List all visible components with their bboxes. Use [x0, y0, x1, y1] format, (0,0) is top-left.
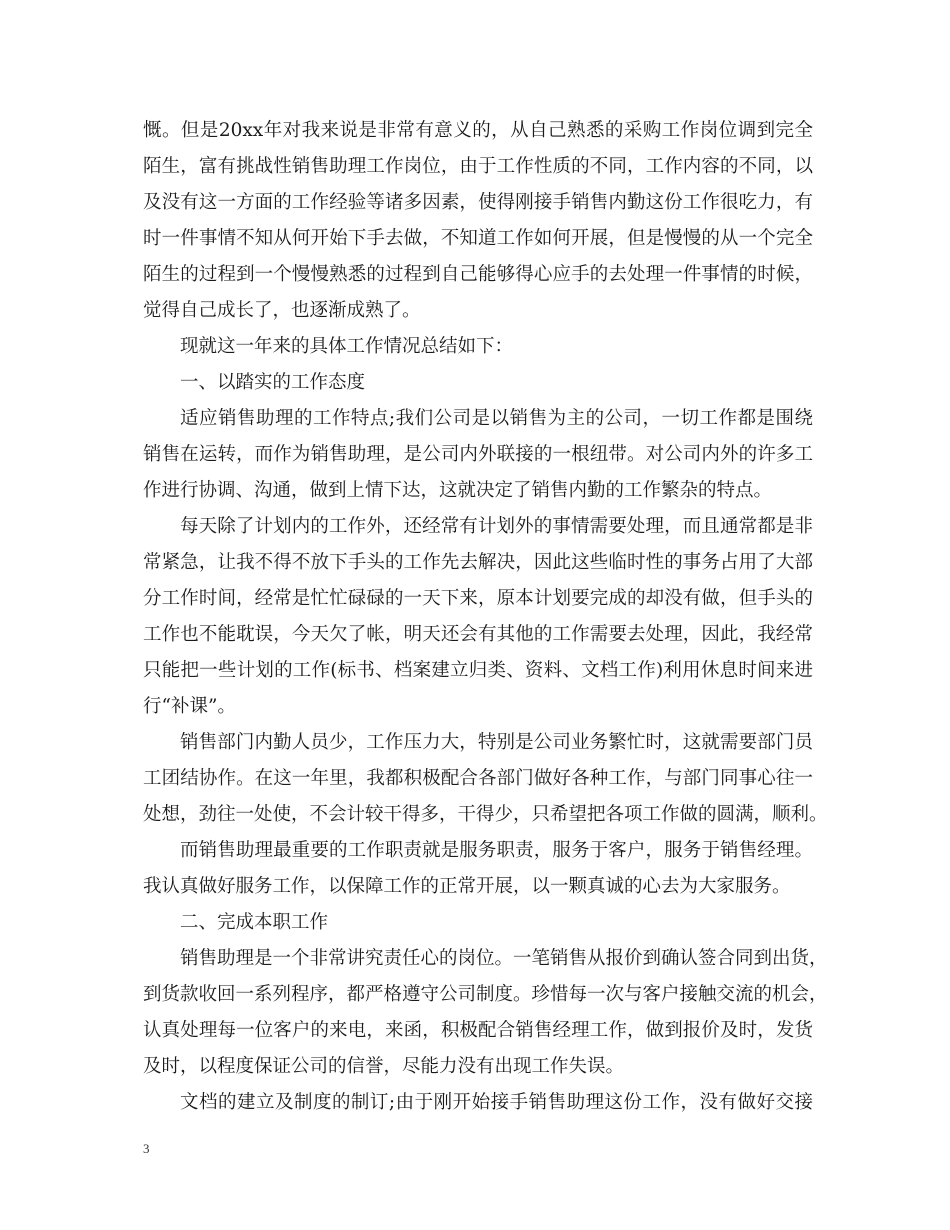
text-line: 慨。但是20xx年对我来说是非常有意义的，从自己熟悉的采购工作岗位调到完全 — [143, 120, 813, 141]
text-line: 而销售助理最重要的工作职责就是服务职责，服务于客户，服务于销售经理。 — [180, 840, 813, 861]
text-line: 及没有这一方面的工作经验等诸多因素，使得刚接手销售内勤这份工作很吃力，有 — [143, 192, 813, 213]
text-line: 处想，劲往一处使，不会计较干得多，干得少，只希望把各项工作做的圆满，顺利。 — [143, 804, 828, 825]
text-line: 分工作时间，经常是忙忙碌碌的一天下来，原本计划要完成的却没有做，但手头的 — [143, 588, 813, 609]
text-line: 常紧急，让我不得不放下手头的工作先去解决，因此这些临时性的事务占用了大部 — [143, 552, 813, 573]
text-line: 适应销售助理的工作特点;我们公司是以销售为主的公司，一切工作都是围绕 — [180, 408, 813, 429]
text-line: 行“补课”。 — [143, 696, 236, 717]
text-line: 及时，以程度保证公司的信誉，尽能力没有出现工作失误。 — [143, 1056, 625, 1077]
text-line: 认真处理每一位客户的来电，来函，积极配合销售经理工作，做到报价及时，发货 — [143, 1020, 813, 1041]
text-line: 我认真做好服务工作，以保障工作的正常开展，以一颗真诚的心去为大家服务。 — [143, 876, 791, 897]
text-line: 工团结协作。在这一年里，我都积极配合各部门做好各种工作，与部门同事心往一 — [143, 768, 813, 789]
text-line: 销售助理是一个非常讲究责任心的岗位。一笔销售从报价到确认签合同到出货， — [180, 948, 828, 969]
paragraph-intro: 现就这一年来的具体工作情况总结如下： — [180, 336, 514, 357]
text-line: 时一件事情不知从何开始下手去做，不知道工作如何开展，但是慢慢的从一个完全 — [143, 228, 813, 249]
text-line: 陌生，富有挑战性销售助理工作岗位，由于工作性质的不同，工作内容的不同，以 — [143, 156, 813, 177]
text-line: 销售在运转，而作为销售助理，是公司内外联接的一根纽带。对公司内外的许多工 — [143, 444, 813, 465]
text-line: 到货款收回一系列程序，都严格遵守公司制度。珍惜每一次与客户接触交流的机会， — [143, 984, 828, 1005]
section-heading: 一、以踏实的工作态度 — [180, 372, 366, 393]
text-line: 陌生的过程到一个慢慢熟悉的过程到自己能够得心应手的去处理一件事情的时候， — [143, 264, 813, 285]
text-line: 作进行协调、沟通，做到上情下达，这就决定了销售内勤的工作繁杂的特点。 — [143, 480, 773, 501]
text-line: 只能把一些计划的工作(标书、档案建立归类、资料、文档工作)利用休息时间来进 — [143, 660, 813, 681]
text-line: 销售部门内勤人员少，工作压力大，特别是公司业务繁忙时，这就需要部门员 — [180, 732, 813, 753]
document-body — [143, 113, 828, 1121]
text-line: 工作也不能耽误，今天欠了帐，明天还会有其他的工作需要去处理，因此，我经常 — [143, 624, 813, 645]
text-line: 每天除了计划内的工作外，还经常有计划外的事情需要处理，而且通常都是非 — [180, 516, 813, 537]
text-line: 觉得自己成长了，也逐渐成熟了。 — [143, 300, 421, 321]
text-line: 文档的建立及制度的制订;由于刚开始接手销售助理这份工作，没有做好交接 — [180, 1092, 813, 1113]
page-number: 3 — [143, 1141, 150, 1156]
section-heading: 二、完成本职工作 — [180, 912, 329, 933]
